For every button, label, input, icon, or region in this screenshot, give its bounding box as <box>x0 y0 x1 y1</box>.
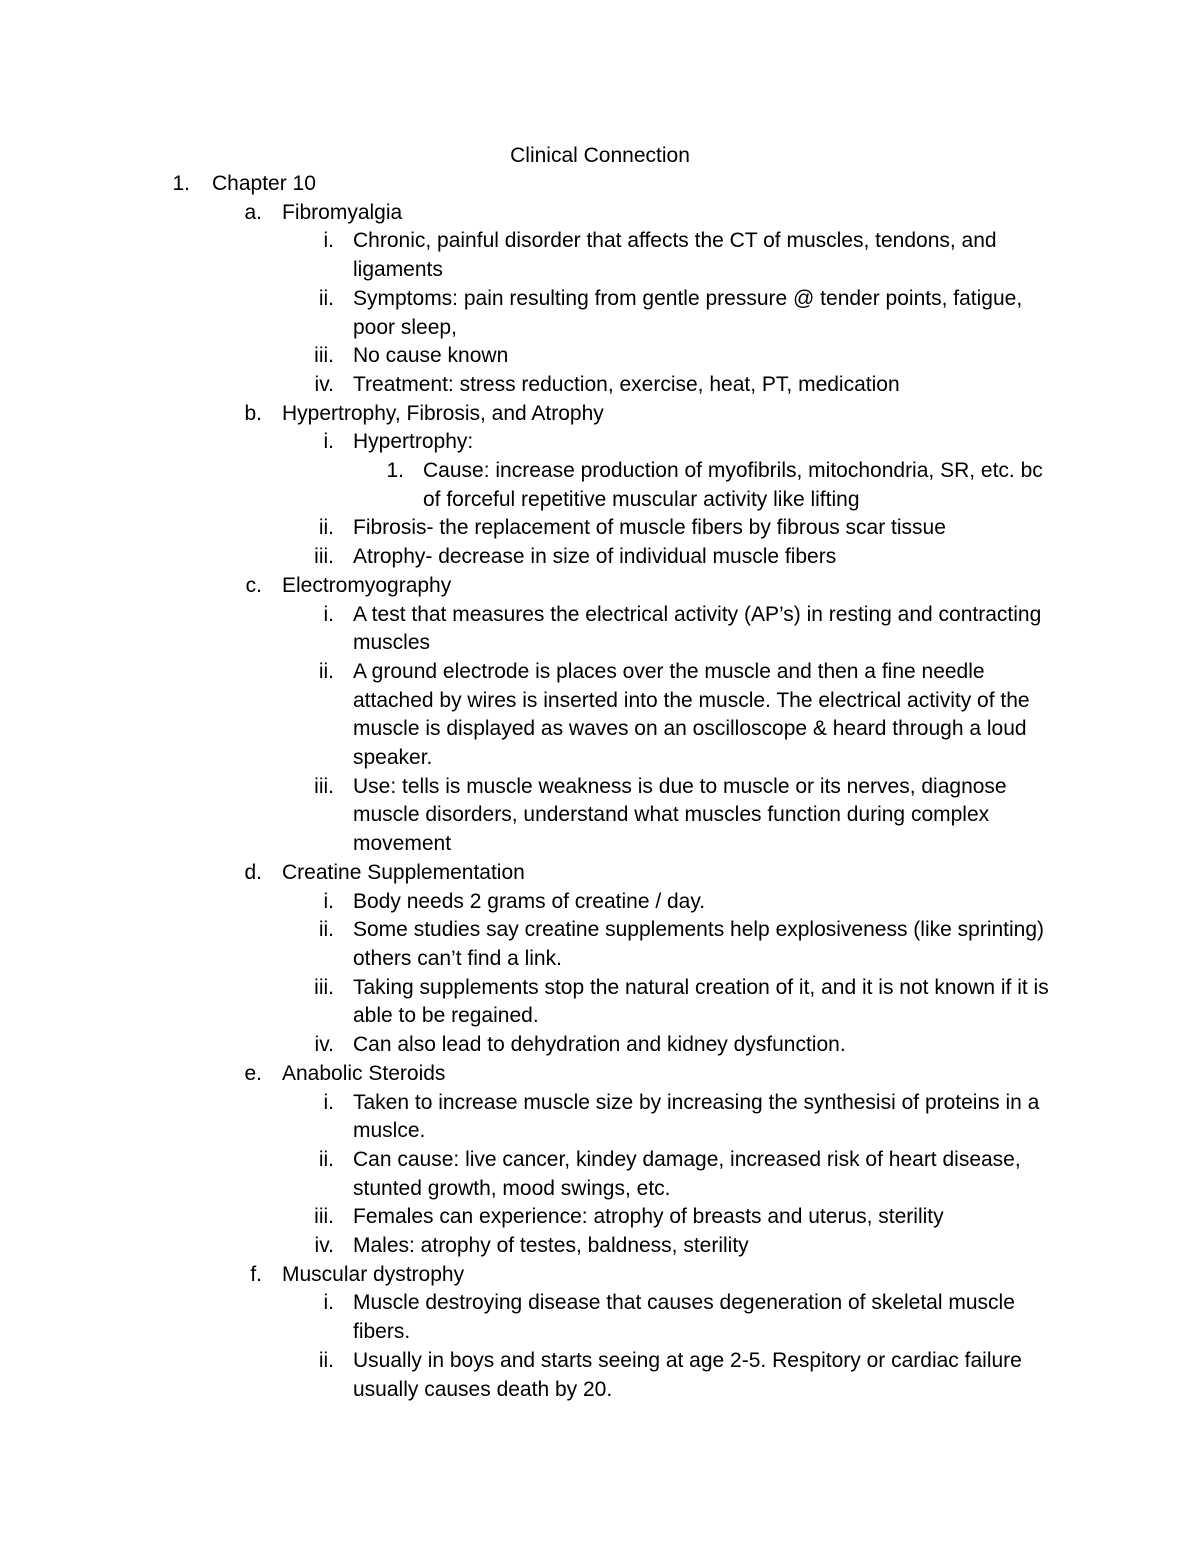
section-label: Muscular dystrophy <box>282 1262 465 1286</box>
list-marker: i. <box>323 1291 334 1315</box>
list-marker: f. <box>250 1262 262 1286</box>
list-marker: iii. <box>314 975 334 999</box>
list-item <box>0 371 1200 400</box>
list-item-text: A test that measures the electrical activity (AP’s) in resting and contracting muscles <box>353 602 1042 655</box>
list-marker: ii. <box>318 516 334 540</box>
list-item-text: Symptoms: pain resulting from gentle pressure @ tender points, fatigue, poor sleep, <box>353 286 1023 339</box>
section-label: Fibromyalgia <box>282 200 403 224</box>
sub-list-item <box>0 457 1200 514</box>
list-item <box>0 1031 1200 1060</box>
list-item-text: Treatment: stress reduction, exercise, heat, PT, medication <box>353 372 900 396</box>
list-item <box>0 227 1200 284</box>
list-item <box>0 1089 1200 1146</box>
list-item <box>0 974 1200 1031</box>
list-item <box>0 285 1200 342</box>
page-title: Clinical Connection <box>510 144 690 167</box>
list-marker: iii. <box>314 774 334 798</box>
list-item <box>0 1232 1200 1261</box>
chapter-label: Chapter 10 <box>212 172 316 195</box>
list-marker: d. <box>244 860 262 884</box>
list-marker: 1. <box>172 172 190 195</box>
list-item-text: Taking supplements stop the natural creation of it, and it is not known if it is able to be regained. <box>353 975 1049 1028</box>
list-item-text: Females can experience: atrophy of breasts and uterus, sterility <box>353 1205 944 1229</box>
section-heading <box>0 859 1200 888</box>
list-marker: ii. <box>318 1147 334 1171</box>
section-heading <box>0 1060 1200 1089</box>
list-item-text: Taken to increase muscle size by increasing the synthesisi of proteins in a muslce. <box>353 1090 1040 1143</box>
list-item <box>0 543 1200 572</box>
list-marker: iii. <box>314 545 334 569</box>
list-marker: c. <box>245 573 262 597</box>
outline <box>0 170 1200 1404</box>
section-heading <box>0 572 1200 601</box>
list-item <box>0 514 1200 543</box>
list-marker: iii. <box>314 1205 334 1229</box>
chapter-item <box>0 170 1200 199</box>
list-marker: a. <box>244 200 262 224</box>
list-marker: ii. <box>318 1348 334 1372</box>
list-item-text: Hypertrophy: <box>353 430 474 454</box>
list-item-text: Atrophy- decrease in size of individual muscle fibers <box>353 545 837 569</box>
section-label: Anabolic Steroids <box>282 1061 446 1085</box>
list-item-text: Fibrosis- the replacement of muscle fibers by fibrous scar tissue <box>353 516 946 540</box>
list-item <box>0 916 1200 973</box>
list-marker: iv. <box>314 372 334 396</box>
list-item-text: Body needs 2 grams of creatine / day. <box>353 889 706 913</box>
list-marker: e. <box>244 1061 262 1085</box>
section-heading <box>0 199 1200 228</box>
list-item-text: Muscle destroying disease that causes degeneration of skeletal muscle fibers. <box>353 1291 1015 1344</box>
list-item <box>0 1289 1200 1346</box>
list-item-text: Can cause: live cancer, kindey damage, increased risk of heart disease, stunted growth, mood swings, etc. <box>353 1147 1021 1200</box>
list-item <box>0 1146 1200 1203</box>
list-item <box>0 428 1200 457</box>
section-heading <box>0 400 1200 429</box>
list-marker: 1. <box>386 459 404 483</box>
list-item <box>0 342 1200 371</box>
list-marker: iv. <box>314 1234 334 1258</box>
list-marker: iii. <box>314 344 334 368</box>
list-marker: i. <box>323 430 334 454</box>
list-marker: ii. <box>318 286 334 310</box>
list-marker: b. <box>244 401 262 425</box>
section-label: Electromyography <box>282 573 452 597</box>
list-item-text: Use: tells is muscle weakness is due to muscle or its nerves, diagnose muscle disorders, understand what muscles function during complex movement <box>353 774 1007 856</box>
list-item-text: No cause known <box>353 344 509 368</box>
section-label: Hypertrophy, Fibrosis, and Atrophy <box>282 401 604 425</box>
list-marker: i. <box>323 889 334 913</box>
section-label: Creatine Supplementation <box>282 860 525 884</box>
list-item-text: Cause: increase production of myofibrils, mitochondria, SR, etc. bc of forceful repetitive muscular activity like lifting <box>423 459 1043 511</box>
list-item <box>0 1203 1200 1232</box>
list-item <box>0 658 1200 773</box>
list-item <box>0 888 1200 917</box>
list-item-text: Chronic, painful disorder that affects the CT of muscles, tendons, and ligaments <box>353 229 997 282</box>
list-marker: ii. <box>318 918 334 942</box>
list-marker: i. <box>323 602 334 626</box>
section-heading <box>0 1261 1200 1290</box>
list-marker: i. <box>323 1090 334 1114</box>
list-marker: i. <box>323 229 334 253</box>
list-item <box>0 773 1200 859</box>
list-marker: iv. <box>314 1033 334 1057</box>
list-item-text: Males: atrophy of testes, baldness, sterility <box>353 1234 749 1258</box>
list-item <box>0 601 1200 658</box>
list-item-text: Usually in boys and starts seeing at age 2-5. Respitory or cardiac failure usually causes death by 20. <box>353 1348 1022 1401</box>
list-marker: ii. <box>318 659 334 683</box>
list-item-text: Can also lead to dehydration and kidney dysfunction. <box>353 1033 846 1057</box>
list-item-text: A ground electrode is places over the muscle and then a fine needle attached by wires is inserted into the muscle. The electrical activity of the muscle is displayed as waves on an oscilloscope & heard through a loud speaker. <box>353 659 1030 770</box>
list-item <box>0 1347 1200 1404</box>
list-item-text: Some studies say creatine supplements help explosiveness (like sprinting) others can’t find a link. <box>353 918 1045 970</box>
